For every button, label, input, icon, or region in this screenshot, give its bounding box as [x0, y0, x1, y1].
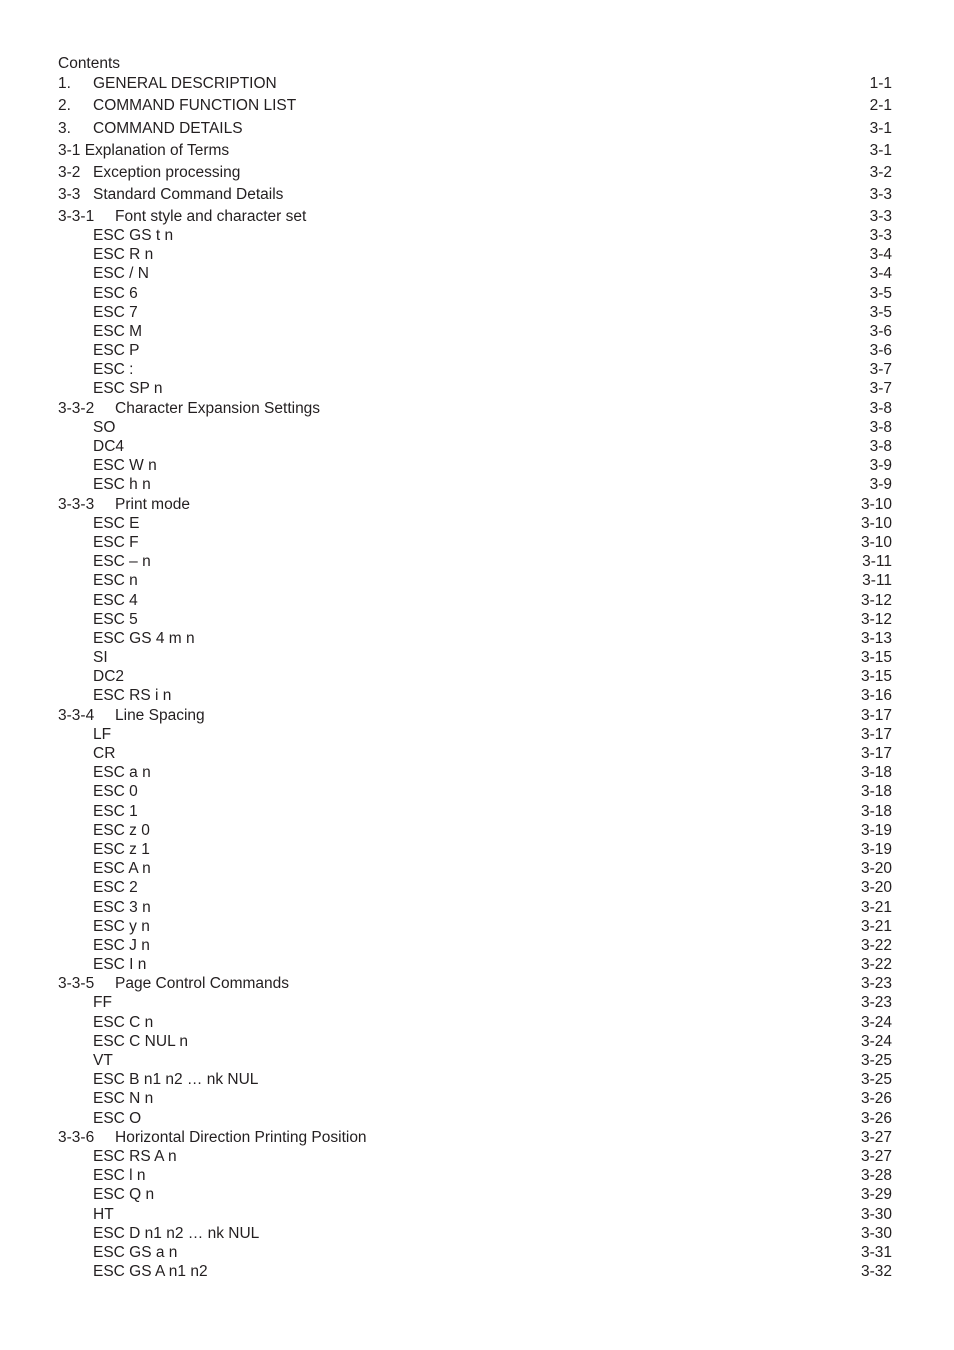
toc-entry-label: COMMAND FUNCTION LIST: [93, 97, 297, 115]
toc-entry-number: 1.: [58, 75, 71, 92]
toc-entry-label: ESC z 1: [93, 840, 150, 858]
toc-entry-label: ESC :: [93, 361, 134, 379]
toc-entry-page-number: 3-10: [860, 514, 892, 532]
toc-entry-page-number: 3-21: [860, 917, 892, 935]
toc-entry[interactable]: [58, 184, 892, 206]
toc-entry[interactable]: [58, 140, 892, 162]
toc-entry-page-number: 3-23: [860, 975, 892, 993]
toc-entry[interactable]: [58, 859, 892, 878]
toc-entry[interactable]: [58, 974, 892, 993]
toc-entry-number: 3-2: [58, 164, 81, 182]
toc-entry-page-number: 3-3: [869, 207, 892, 225]
toc-entry[interactable]: [58, 1243, 892, 1262]
toc-entry-label: LF: [93, 725, 112, 743]
toc-entry-page-number: 3-25: [860, 1052, 892, 1070]
toc-entry[interactable]: [58, 744, 892, 763]
toc-entry-page-number: 3-13: [860, 629, 892, 647]
toc-entry-page-number: 3-24: [860, 1013, 892, 1031]
toc-entry-page-number: 3-18: [860, 764, 892, 782]
toc-entry-label: ESC RS A n: [93, 1147, 177, 1165]
toc-entry[interactable]: [58, 322, 892, 341]
toc-entry-number: 3-3-1: [58, 207, 95, 225]
toc-entry-page-number: 3-29: [860, 1186, 892, 1204]
toc-entry-label: ESC 1: [93, 802, 138, 820]
toc-entry[interactable]: [58, 1109, 892, 1128]
toc-entry[interactable]: [58, 418, 892, 437]
toc-entry-label: ESC P: [93, 342, 140, 360]
toc-entry-label: 3-1 Explanation of Terms: [58, 141, 230, 159]
toc-entry-label: ESC B n1 n2 … nk NUL: [93, 1071, 259, 1089]
toc-entry-label: ESC y n: [93, 917, 150, 935]
toc-entry-page-number: 3-32: [860, 1263, 892, 1281]
toc-entry[interactable]: [58, 802, 892, 821]
toc-entry[interactable]: [58, 591, 892, 610]
toc-entry-label: HT: [93, 1205, 114, 1223]
toc-entry-number: 3-3-5: [58, 975, 95, 993]
toc-entry-label: ESC GS 4 m n: [93, 629, 195, 647]
toc-entry-number: 3-3-3: [58, 495, 95, 513]
toc-entry-page-number: 3-6: [869, 322, 892, 340]
toc-entry-label: ESC C n: [93, 1013, 154, 1031]
toc-entry-label: ESC GS A n1 n2: [93, 1263, 208, 1281]
toc-entry[interactable]: [58, 514, 892, 533]
toc-entry[interactable]: [58, 1089, 892, 1108]
toc-entry[interactable]: [58, 898, 892, 917]
toc-entry-label: DC2: [93, 668, 125, 686]
toc-entry[interactable]: [58, 379, 892, 398]
toc-entry[interactable]: [58, 667, 892, 686]
toc-entry-page-number: 3-9: [869, 457, 892, 475]
toc-entry-number: 3-3: [58, 186, 81, 204]
toc-entry-label: ESC E: [93, 514, 140, 532]
toc-entry[interactable]: [58, 399, 892, 418]
toc-entry[interactable]: [58, 571, 892, 590]
toc-entry[interactable]: [58, 648, 892, 667]
toc-entry-number: 3-3-2: [58, 399, 95, 417]
toc-entry-page-number: 3-17: [860, 745, 892, 763]
toc-entry-page-number: 2-1: [869, 97, 892, 115]
toc-entry-page-number: 3-3: [869, 226, 892, 244]
toc-entry[interactable]: [58, 1051, 892, 1070]
toc-entry-label: ESC 7: [93, 303, 138, 321]
toc-entry-label: ESC R n: [93, 246, 154, 264]
toc-entry[interactable]: [58, 1262, 892, 1281]
toc-entry[interactable]: [58, 610, 892, 629]
toc-entry[interactable]: [58, 341, 892, 360]
toc-entry[interactable]: [58, 1128, 892, 1147]
toc-entry-page-number: 3-30: [860, 1205, 892, 1223]
toc-entry[interactable]: [58, 840, 892, 859]
toc-entry-page-number: 3-4: [869, 246, 892, 264]
toc-entry-label: ESC h n: [93, 476, 151, 494]
toc-entry-page-number: 3-10: [860, 533, 892, 551]
toc-entry-label: ESC D n1 n2 … nk NUL: [93, 1224, 260, 1242]
toc-entry-page-number: 3-20: [860, 860, 892, 878]
toc-entry[interactable]: [58, 475, 892, 494]
toc-entry[interactable]: [58, 552, 892, 571]
toc-entry-label: ESC I n: [93, 956, 147, 974]
toc-entry-page-number: 3-19: [860, 821, 892, 839]
toc-entry-label: ESC N n: [93, 1090, 154, 1108]
toc-entry-page-number: 3-11: [862, 553, 892, 571]
toc-entry[interactable]: [58, 1166, 892, 1185]
toc-entry[interactable]: [58, 1070, 892, 1089]
toc-entry-page-number: 3-30: [860, 1224, 892, 1242]
toc-entry-label: CR: [93, 745, 116, 763]
toc-entry[interactable]: [58, 437, 892, 456]
toc-entry-page-number: 3-31: [860, 1243, 892, 1261]
toc-entry[interactable]: [58, 264, 892, 283]
toc-entry-label: ESC 6: [93, 284, 138, 302]
toc-entry-page-number: 3-18: [860, 802, 892, 820]
toc-entry-label: ESC 0: [93, 783, 138, 801]
toc-entry-page-number: 3-16: [860, 687, 892, 705]
toc-entry[interactable]: [58, 686, 892, 705]
toc-entry-page-number: 3-5: [869, 284, 892, 302]
toc-entry[interactable]: [58, 629, 892, 648]
toc-entry-page-number: 3-7: [869, 380, 892, 398]
toc-entry-label: COMMAND DETAILS: [93, 119, 243, 137]
toc-entry-label: Print mode: [115, 495, 190, 513]
toc-entry-page-number: 3-21: [860, 898, 892, 916]
toc-entry-label: ESC F: [93, 533, 139, 551]
toc-entry-page-number: 3-9: [869, 476, 892, 494]
toc-entry-label: ESC GS t n: [93, 226, 174, 244]
toc-entry-label: Horizontal Direction Printing Position: [115, 1128, 367, 1146]
toc-entry-label: ESC J n: [93, 936, 150, 954]
toc-entry-page-number: 3-17: [860, 706, 892, 724]
toc-entry-page-number: 3-11: [862, 572, 892, 590]
toc-entry-page-number: 3-18: [860, 783, 892, 801]
toc-entry-label: ESC 3 n: [93, 898, 151, 916]
toc-entry-label: ESC 5: [93, 610, 138, 628]
toc-entry[interactable]: [58, 1185, 892, 1204]
toc-entry-label: Font style and character set: [115, 207, 307, 225]
toc-entry-label: FF: [93, 994, 112, 1012]
toc-entry-number: 3-3-4: [58, 706, 95, 724]
toc-entry-page-number: 3-8: [869, 418, 892, 436]
toc-entry-page-number: 3-26: [860, 1090, 892, 1108]
toc-entry-label: ESC – n: [93, 553, 151, 571]
toc-entry-page-number: 3-5: [869, 303, 892, 321]
toc-entry[interactable]: [58, 303, 892, 322]
toc-entry[interactable]: [58, 533, 892, 552]
toc-entry-label: ESC 4: [93, 591, 138, 609]
toc-entry-page-number: 3-23: [860, 994, 892, 1012]
toc-entry[interactable]: [58, 1205, 892, 1224]
toc-entry-page-number: 3-27: [860, 1147, 892, 1165]
toc-entry[interactable]: [58, 118, 892, 140]
toc-entry[interactable]: [58, 495, 892, 514]
toc-entry-page-number: 3-4: [869, 265, 892, 283]
toc-entry-label: VT: [93, 1052, 113, 1070]
toc-entry-label: ESC SP n: [93, 380, 163, 398]
toc-entry-page-number: 3-1: [869, 141, 892, 159]
toc-entry[interactable]: [58, 936, 892, 955]
toc-entry-label: Exception processing: [93, 164, 241, 182]
toc-entry[interactable]: [58, 284, 892, 303]
toc-entry-page-number: 3-15: [860, 649, 892, 667]
toc-entry-label: ESC RS i n: [93, 687, 172, 705]
toc-entry-label: ESC l n: [93, 1167, 146, 1185]
toc-entry-label: SO: [93, 418, 116, 436]
toc-entry-label: ESC n: [93, 572, 138, 590]
toc-entry[interactable]: [58, 245, 892, 264]
toc-entry[interactable]: [58, 456, 892, 475]
toc-entry[interactable]: [58, 73, 892, 95]
toc-entry[interactable]: [58, 1224, 892, 1243]
toc-entry-label: DC4: [93, 438, 125, 456]
toc-entry-page-number: 3-7: [869, 361, 892, 379]
toc-entry[interactable]: [58, 207, 892, 226]
toc-entry[interactable]: [58, 878, 892, 897]
toc-entry-page-number: 3-19: [860, 840, 892, 858]
toc-entry-page-number: 3-26: [860, 1109, 892, 1127]
toc-entry-page-number: 3-25: [860, 1071, 892, 1089]
toc-entry[interactable]: [58, 226, 892, 245]
toc-entry-label: ESC A n: [93, 860, 151, 878]
toc-entry[interactable]: [58, 763, 892, 782]
toc-entry-label: Page Control Commands: [115, 975, 290, 993]
toc-entry[interactable]: [58, 95, 892, 117]
toc-entry-label: ESC O: [93, 1109, 142, 1127]
toc-entry[interactable]: [58, 993, 892, 1012]
toc-entry-label: ESC Q n: [93, 1186, 155, 1204]
toc-entry-page-number: 3-17: [860, 725, 892, 743]
toc-entry[interactable]: [58, 1147, 892, 1166]
toc-entry-number: 3.: [58, 119, 71, 137]
toc-entry-page-number: 3-10: [860, 495, 892, 513]
toc-entry-label: Character Expansion Settings: [115, 399, 321, 417]
toc-entry[interactable]: [58, 1032, 892, 1051]
toc-entry-label: ESC M: [93, 322, 143, 340]
toc-entry-number: 2.: [58, 97, 71, 115]
page-title: Contents: [58, 55, 121, 72]
toc-entry-label: ESC W n: [93, 457, 157, 475]
toc-entry-page-number: 3-12: [860, 610, 892, 628]
toc-entry[interactable]: [58, 782, 892, 801]
toc-entry-label: Standard Command Details: [93, 186, 284, 204]
toc-entry-label: ESC z 0: [93, 821, 150, 839]
toc-entry-label: Line Spacing: [115, 706, 205, 724]
toc-entry-label: ESC / N: [93, 265, 149, 283]
toc-entry-page-number: 3-6: [869, 342, 892, 360]
toc-entry-page-number: 3-20: [860, 879, 892, 897]
toc-entry-page-number: 3-22: [860, 936, 892, 954]
toc-entry[interactable]: [58, 706, 892, 725]
toc-entry-page-number: 3-22: [860, 956, 892, 974]
toc-entry-page-number: 3-2: [869, 164, 892, 182]
toc-entry[interactable]: [58, 725, 892, 744]
toc-entry[interactable]: [58, 1013, 892, 1032]
toc-entry-page-number: 3-28: [860, 1167, 892, 1185]
toc-entry[interactable]: [58, 162, 892, 184]
toc-entry-label: ESC GS a n: [93, 1243, 178, 1261]
table-of-contents: [58, 54, 892, 1281]
toc-entry-label: ESC 2: [93, 879, 138, 897]
toc-entry[interactable]: [58, 360, 892, 379]
toc-entry-label: GENERAL DESCRIPTION: [93, 75, 277, 92]
toc-entry-page-number: 3-8: [869, 438, 892, 456]
toc-entry-page-number: 3-8: [869, 399, 892, 417]
toc-entry[interactable]: [58, 917, 892, 936]
toc-entry-page-number: 3-12: [860, 591, 892, 609]
toc-entry-page-number: 3-24: [860, 1032, 892, 1050]
toc-entry[interactable]: [58, 955, 892, 974]
toc-entry-number: 3-3-6: [58, 1128, 95, 1146]
toc-entry-page-number: 3-27: [860, 1128, 892, 1146]
toc-entry-label: ESC a n: [93, 764, 151, 782]
toc-entry-page-number: 3-1: [869, 119, 892, 137]
toc-entry-page-number: 3-15: [860, 668, 892, 686]
toc-entry-page-number: 3-3: [869, 186, 892, 204]
toc-entry[interactable]: [58, 821, 892, 840]
toc-list: [58, 73, 892, 1281]
toc-entry-page-number: 1-1: [869, 75, 892, 92]
toc-entry-label: SI: [93, 649, 108, 667]
toc-entry-label: ESC C NUL n: [93, 1032, 189, 1050]
